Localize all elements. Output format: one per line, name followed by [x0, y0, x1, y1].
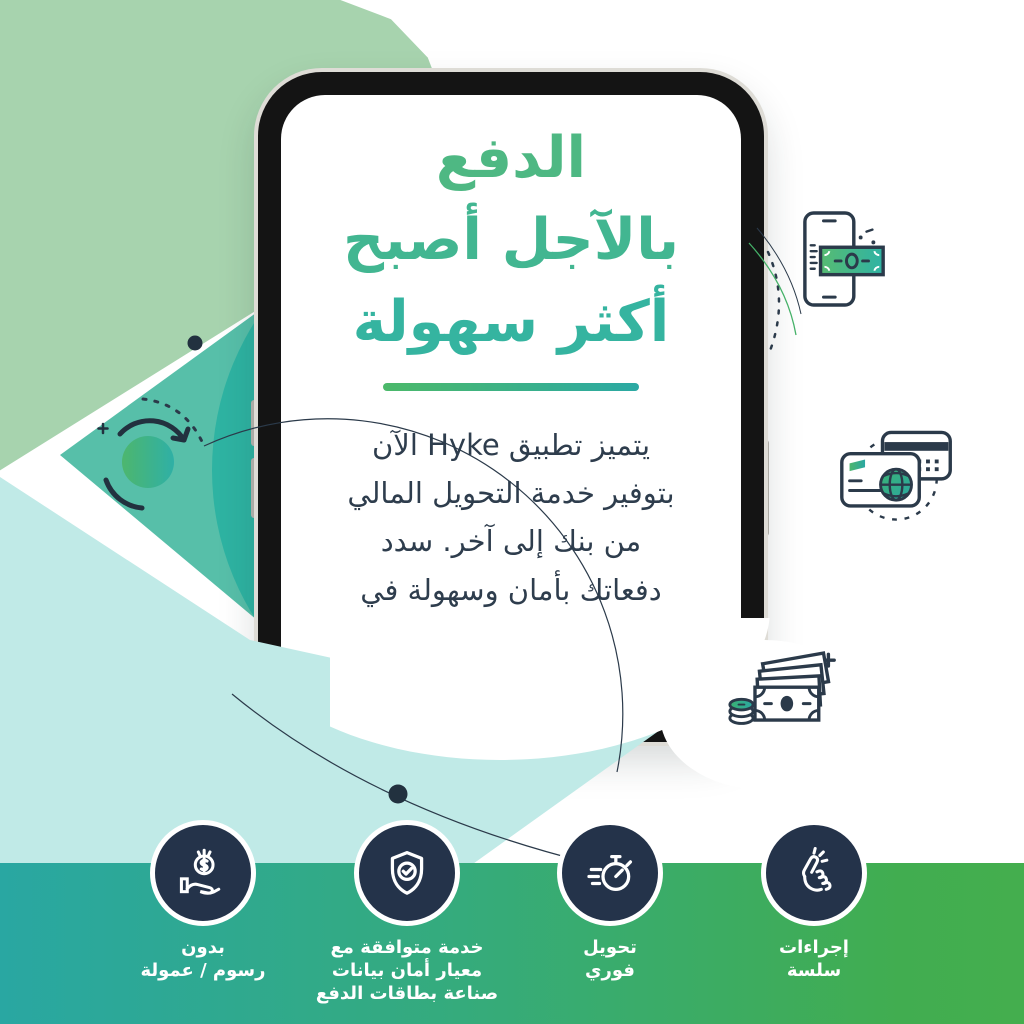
- feature-item-pci-compliant: [307, 820, 507, 1005]
- phone-banknote-icon: [800, 210, 890, 308]
- stopwatch-icon: [582, 845, 638, 901]
- title-divider: [383, 383, 639, 391]
- feature-label: خدمة متوافقة مع معيار أمان بيانات صناعة بطاقات الدفع: [315, 937, 499, 1005]
- feature-circle: [557, 820, 663, 926]
- title-line: أكثر سهولة: [352, 289, 670, 356]
- refresh-sync-icon: [86, 396, 218, 528]
- feature-label: بدون رسوم / عمولة: [140, 937, 266, 982]
- title-line: الدفع: [435, 125, 587, 191]
- feature-label: إجراءات سلسة: [779, 937, 849, 982]
- feature-item-instant-transfer: [510, 820, 710, 982]
- feature-circle: [354, 820, 460, 926]
- title-line: بالآجل أصبح: [342, 207, 680, 274]
- body-line: من بنك إلى آخر. سدد: [380, 524, 642, 559]
- credit-cards-icon: [836, 424, 958, 526]
- feature-label: تحويل فوري: [583, 937, 637, 982]
- hand-coin-icon: [175, 845, 231, 901]
- body-line: بتوفير خدمة التحويل المالي: [347, 476, 675, 511]
- cash-coins-icon: [726, 648, 840, 738]
- feature-item-no-fees: [103, 820, 303, 982]
- dashed-arc-right: [768, 252, 779, 356]
- plus-mark: [99, 424, 108, 433]
- feature-circle: [761, 820, 867, 926]
- body-line: يتميز تطبيق Hyke الآن: [371, 428, 651, 463]
- page-title: [281, 117, 741, 363]
- feature-item-smooth-procedures: [714, 820, 914, 982]
- feature-circle: [150, 820, 256, 926]
- shield-check-icon: [379, 845, 435, 901]
- body-line: دفعاتك بأمان وسهولة في: [360, 572, 662, 607]
- snap-fingers-icon: [786, 845, 842, 901]
